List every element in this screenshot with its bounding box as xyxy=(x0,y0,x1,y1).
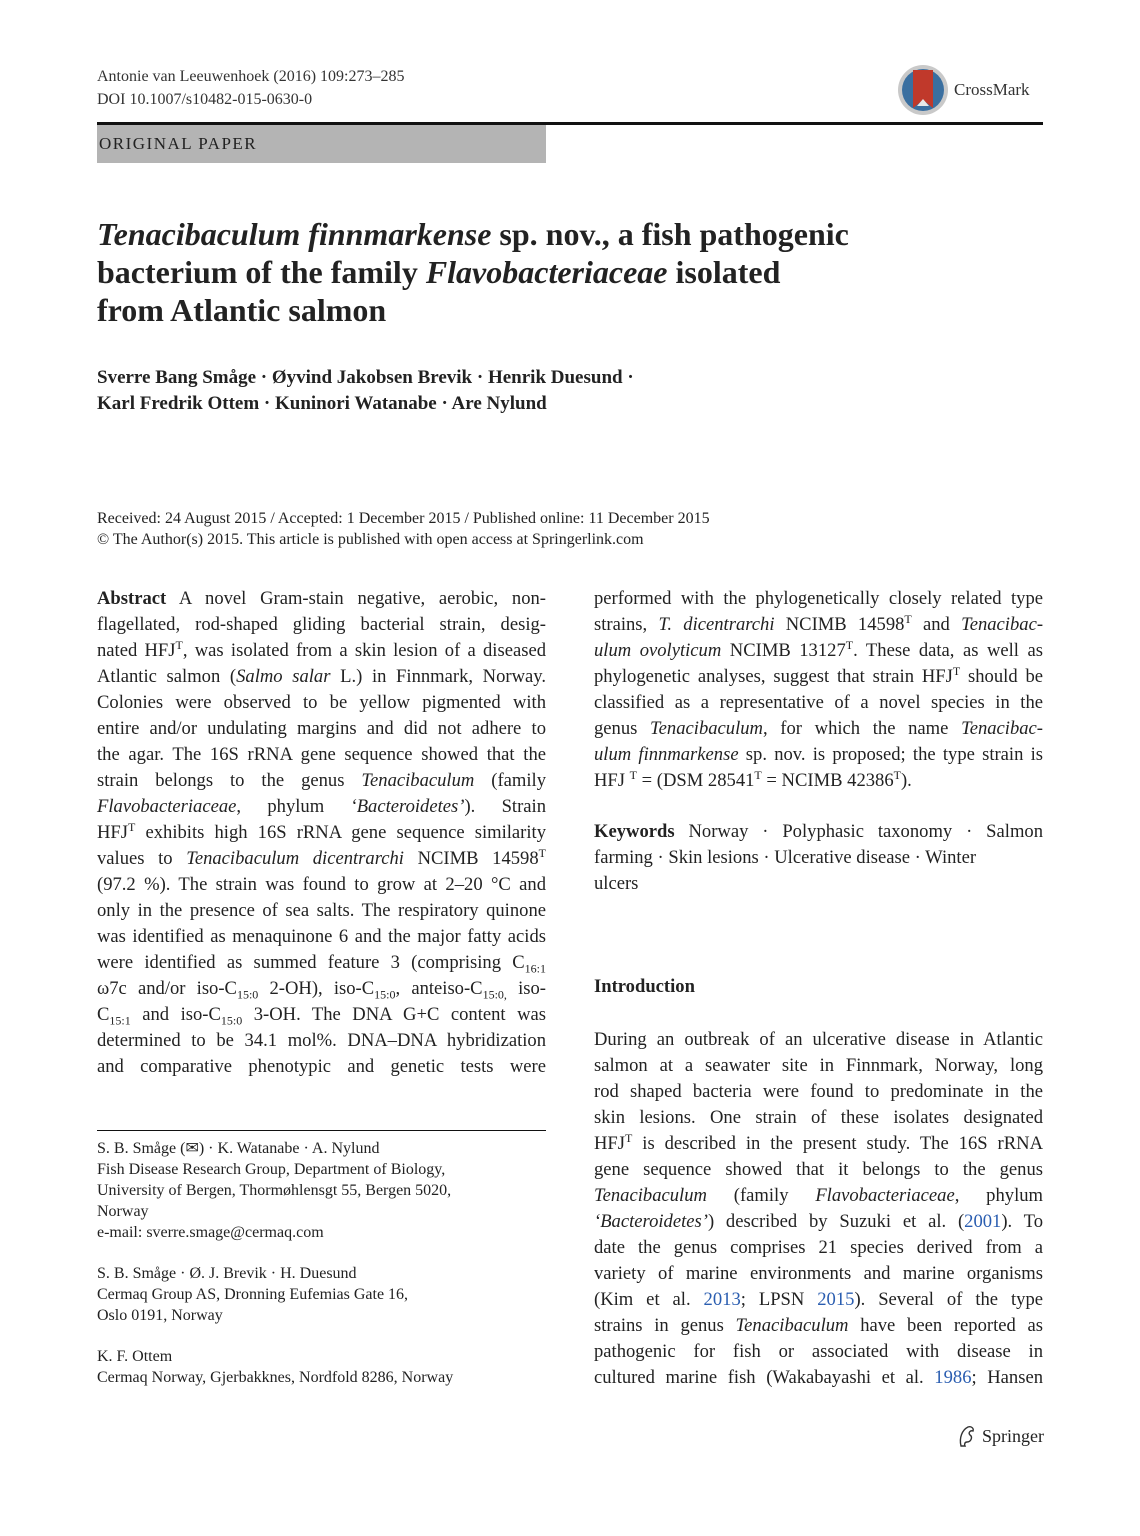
text-run: C xyxy=(97,1004,110,1025)
text-line xyxy=(97,1002,546,1028)
text-line xyxy=(97,950,546,976)
text-run: genus xyxy=(594,718,651,739)
italic-run: Tenacibaculum xyxy=(650,718,763,739)
text-run: should be xyxy=(960,666,1043,687)
text-run: strain belongs to the genus xyxy=(97,770,362,791)
italic-run: T. dicentrarchi xyxy=(658,614,775,635)
affiliation-line: S. B. Småge · Ø. J. Brevik · H. Duesund xyxy=(97,1265,357,1282)
text-line xyxy=(97,1028,546,1054)
text-line xyxy=(97,768,546,794)
affiliation-line: Fish Disease Research Group, Department of Biology, xyxy=(97,1161,446,1178)
text-run: and comparative phenotypic and genetic tests were xyxy=(97,1056,546,1077)
text-run: strains, xyxy=(594,614,659,635)
affiliation-line: K. F. Ottem xyxy=(97,1348,173,1365)
italic-run: Tenacibac- xyxy=(961,614,1044,635)
superscript: T xyxy=(538,845,546,860)
text-line xyxy=(594,1339,1043,1365)
text-line xyxy=(97,846,546,872)
text-line xyxy=(594,1365,1043,1391)
abstract xyxy=(97,586,546,1080)
superscript: T xyxy=(952,663,961,678)
text-run: cultured marine fish (Wakabayashi et al. xyxy=(594,1367,935,1388)
text-run: , phylum xyxy=(954,1185,1043,1206)
text-line xyxy=(594,1027,1043,1053)
text-line xyxy=(594,664,1043,690)
text-run: = (DSM 28541 xyxy=(637,770,755,791)
text-run: (family xyxy=(706,1185,816,1206)
italic-run: Flavobacteriaceae xyxy=(97,796,237,817)
article-title xyxy=(97,215,997,329)
text-line xyxy=(97,924,546,950)
text-run: NCIMB 14598 xyxy=(403,848,539,869)
text-run: ). xyxy=(900,770,912,791)
text-run: ). Several of the type xyxy=(854,1289,1043,1310)
text-line xyxy=(594,638,1043,664)
doi: DOI 10.1007/s10482-015-0630-0 xyxy=(97,91,313,108)
copyright: © The Author(s) 2015. This article is published with open access at Springerlink.com xyxy=(97,531,644,548)
text-run: NCIMB 13127 xyxy=(721,640,846,661)
text-run: and xyxy=(911,614,962,635)
subscript: 15:0 xyxy=(374,987,396,1002)
keywords xyxy=(594,819,1043,897)
text-run: ; Hansen xyxy=(971,1367,1043,1388)
subscript: 15:0, xyxy=(482,987,507,1002)
text-run: ). Strain xyxy=(464,796,547,817)
text-run: is described in the present study. The 16S rRNA xyxy=(632,1133,1043,1154)
text-run: were identified as summed feature 3 (comprising C xyxy=(97,952,525,973)
text-run: ) described by Suzuki et al. ( xyxy=(707,1211,965,1232)
superscript: T xyxy=(629,767,637,782)
text-run: bacterium of the family xyxy=(97,254,426,290)
citation-link[interactable]: 1986 xyxy=(934,1367,972,1388)
italic-run: Tenacibac- xyxy=(961,718,1043,739)
text-run: HFJ xyxy=(97,822,129,843)
journal-citation: Antonie van Leeuwenhoek (2016) 109:273–285 xyxy=(97,68,405,85)
text-line xyxy=(594,1183,1043,1209)
text-run: iso- xyxy=(506,978,546,999)
text-line xyxy=(97,1054,546,1080)
affiliation-line: Cermaq Group AS, Dronning Eufemias Gate 16, xyxy=(97,1286,409,1303)
affiliation-line: University of Bergen, Thormøhlensgt 55, Bergen 5020, xyxy=(97,1182,452,1199)
authors xyxy=(97,365,997,417)
text-run: gene sequence showed that it belongs to the genus xyxy=(594,1159,1043,1180)
authors-line: Sverre Bang Småge · Øyvind Jakobsen Brevik · Henrik Duesund · xyxy=(97,367,634,388)
introduction-heading: Introduction xyxy=(594,976,695,997)
italic-run: Flavobacteriaceae xyxy=(425,254,668,290)
text-run: salmon at a seawater site in Finnmark, Norway, long xyxy=(594,1055,1043,1076)
text-run: L.) in Finnmark, Norway. xyxy=(330,666,546,687)
text-run: During an outbreak of an ulcerative disease in Atlantic xyxy=(594,1029,1043,1050)
authors-line: Karl Fredrik Ottem · Kuninori Watanabe · Are Nylund xyxy=(97,393,547,414)
springer-label: Springer xyxy=(982,1425,1044,1446)
text-run: skin lesions. One strain of these isolates designated xyxy=(594,1107,1043,1128)
text-run: have been reported as xyxy=(848,1315,1043,1336)
text-run: pathogenic for fish or associated with disease in xyxy=(594,1341,1043,1362)
received-dates: Received: 24 August 2015 / Accepted: 1 December 2015 / Published online: 11 December 2015 xyxy=(97,510,710,527)
text-run: only in the presence of sea salts. The respiratory quinone xyxy=(97,900,546,921)
text-run: Norway · Polyphasic taxonomy · Salmon xyxy=(674,821,1043,842)
bold-run: Keywords xyxy=(594,821,675,842)
text-run: HFJ xyxy=(594,770,630,791)
text-run: performed with the phylogenetically closely related type xyxy=(594,588,1043,609)
italic-run: Flavobacteriaceae xyxy=(815,1185,955,1206)
citation-link[interactable]: 2015 xyxy=(817,1289,855,1310)
crossmark-badge[interactable] xyxy=(896,62,1030,118)
text-run: ω7c and/or iso-C xyxy=(97,978,237,999)
text-run: rod shaped bacteria were found to predominate in the xyxy=(594,1081,1043,1102)
footnote-rule xyxy=(97,1130,546,1131)
superscript: T xyxy=(625,1130,633,1145)
affiliation xyxy=(97,1138,546,1243)
text-run: isolated xyxy=(667,254,781,290)
text-line xyxy=(594,690,1043,716)
text-run: phylogenetic analyses, suggest that strain HFJ xyxy=(594,666,953,687)
subscript: 16:1 xyxy=(524,961,546,976)
italic-run: ulum ovolyticum xyxy=(594,640,722,661)
text-line xyxy=(594,1105,1043,1131)
affiliation xyxy=(97,1263,546,1326)
italic-run: Tenacibaculum xyxy=(361,770,475,791)
affiliation-line: Cermaq Norway, Gjerbakknes, Nordfold 8286, Norway xyxy=(97,1369,454,1386)
springer-logo xyxy=(956,1424,1044,1448)
text-line xyxy=(594,1053,1043,1079)
text-run: farming · Skin lesions · Ulcerative disease · Winter xyxy=(594,847,977,868)
text-line xyxy=(594,1131,1043,1157)
text-run: flagellated, rod-shaped gliding bacterial strain, desig- xyxy=(97,614,546,635)
text-run: variety of marine environments and marine organisms xyxy=(594,1263,1043,1284)
text-line xyxy=(594,819,1043,845)
text-run: from Atlantic salmon xyxy=(97,292,387,328)
text-run: 2-OH), iso-C xyxy=(258,978,375,999)
text-run: , for which the name xyxy=(762,718,962,739)
subscript: 15:0 xyxy=(220,1013,243,1028)
springer-horse-icon xyxy=(956,1424,978,1448)
citation-link[interactable]: 2013 xyxy=(703,1289,741,1310)
italic-run: Tenacibaculum dicentrarchi xyxy=(186,848,404,869)
text-line xyxy=(97,820,546,846)
text-run: (97.2 %). The strain was found to grow at 2–20 °C and xyxy=(97,874,546,895)
title-line xyxy=(97,253,997,291)
text-run: determined to be 34.1 mol%. DNA–DNA hybridization xyxy=(97,1030,546,1051)
affiliation-line: Oslo 0191, Norway xyxy=(97,1307,223,1324)
italic-run: Tenacibaculum finnmarkense xyxy=(97,216,492,252)
text-line xyxy=(594,716,1043,742)
affiliation xyxy=(97,1346,546,1388)
text-run: classified as a representative of a novel species in the xyxy=(594,692,1043,713)
text-line xyxy=(97,690,546,716)
text-run: (Kim et al. xyxy=(594,1289,704,1310)
text-run: strains in genus xyxy=(594,1315,736,1336)
text-run: , was isolated from a skin lesion of a diseased xyxy=(182,640,546,661)
text-run: values to xyxy=(97,848,187,869)
text-line xyxy=(97,794,546,820)
text-line xyxy=(594,1261,1043,1287)
text-run: (family xyxy=(474,770,546,791)
superscript: T xyxy=(893,767,901,782)
text-line xyxy=(594,612,1043,638)
introduction-text xyxy=(594,1027,1043,1391)
text-line xyxy=(97,664,546,690)
text-run: = NCIMB 42386 xyxy=(761,770,894,791)
text-run: Atlantic salmon ( xyxy=(97,666,237,687)
text-run: and iso-C xyxy=(130,1004,221,1025)
italic-run: ulum finnmarkense xyxy=(594,744,739,765)
italic-run: Salmo salar xyxy=(236,666,331,687)
text-run: sp. nov., a fish pathogenic xyxy=(491,216,849,252)
title-line xyxy=(97,291,997,329)
email-link[interactable]: e-mail: sverre.smage@cermaq.com xyxy=(97,1224,324,1241)
affiliation-line: S. B. Småge (✉) · K. Watanabe · A. Nylund xyxy=(97,1140,380,1157)
text-line xyxy=(594,742,1043,768)
text-line xyxy=(594,1313,1043,1339)
text-line xyxy=(594,768,1043,794)
crossmark-icon xyxy=(896,62,950,118)
text-line xyxy=(594,1235,1043,1261)
text-run: the agar. The 16S rRNA gene sequence showed that the xyxy=(97,744,546,765)
text-line xyxy=(594,586,1043,612)
text-run: date the genus comprises 21 species derived from a xyxy=(594,1237,1043,1258)
text-run: , anteiso-C xyxy=(395,978,483,999)
text-line xyxy=(97,976,546,1002)
text-line xyxy=(594,1209,1043,1235)
text-run: exhibits high 16S rRNA gene sequence similarity xyxy=(135,822,546,843)
text-run: sp. nov. is proposed; the type strain is xyxy=(738,744,1044,765)
text-line xyxy=(97,898,546,924)
text-run: Colonies were observed to be yellow pigmented with xyxy=(97,692,546,713)
subscript: 15:1 xyxy=(109,1013,131,1028)
text-run: nated HFJ xyxy=(97,640,176,661)
text-run: A novel Gram-stain negative, aerobic, non- xyxy=(166,588,546,609)
text-line xyxy=(594,871,1043,897)
text-run: 3-OH. The DNA G+C content was xyxy=(242,1004,546,1025)
text-line xyxy=(97,612,546,638)
text-run: was identified as menaquinone 6 and the major fatty acids xyxy=(97,926,546,947)
abstract-continued xyxy=(594,586,1043,794)
text-line xyxy=(594,1079,1043,1105)
crossmark-label: CrossMark xyxy=(954,80,1030,99)
italic-run: Tenacibaculum xyxy=(735,1315,849,1336)
italic-run: ‘Bacteroidetes’ xyxy=(594,1211,708,1232)
citation-link[interactable]: 2001 xyxy=(964,1211,1002,1232)
superscript: T xyxy=(845,637,854,652)
text-run: ; LPSN xyxy=(740,1289,818,1310)
italic-run: ‘Bacteroidetes’ xyxy=(350,796,465,817)
text-run: NCIMB 14598 xyxy=(774,614,905,635)
text-run: , phylum xyxy=(236,796,351,817)
affiliation-line: Norway xyxy=(97,1203,149,1220)
text-line xyxy=(97,872,546,898)
text-line xyxy=(97,638,546,664)
text-line xyxy=(97,742,546,768)
title-line xyxy=(97,215,997,253)
italic-run: Tenacibaculum xyxy=(594,1185,707,1206)
text-run: . These data, as well as xyxy=(853,640,1043,661)
text-run: ). To xyxy=(1001,1211,1043,1232)
text-run: ulcers xyxy=(594,873,639,894)
text-line xyxy=(97,716,546,742)
text-line xyxy=(594,1287,1043,1313)
bold-run: Abstract xyxy=(97,588,167,609)
article-dates xyxy=(97,508,710,550)
text-line xyxy=(594,845,1043,871)
text-line xyxy=(594,1157,1043,1183)
section-banner xyxy=(97,125,546,163)
section-label: ORIGINAL PAPER xyxy=(99,134,258,153)
superscript: T xyxy=(175,637,183,652)
text-run: entire and/or undulating margins and did not adhere to xyxy=(97,718,546,739)
superscript: T xyxy=(904,611,912,626)
superscript: T xyxy=(128,819,136,834)
text-line xyxy=(97,586,546,612)
subscript: 15:0 xyxy=(236,987,259,1002)
text-run: HFJ xyxy=(594,1133,626,1154)
superscript: T xyxy=(754,767,762,782)
